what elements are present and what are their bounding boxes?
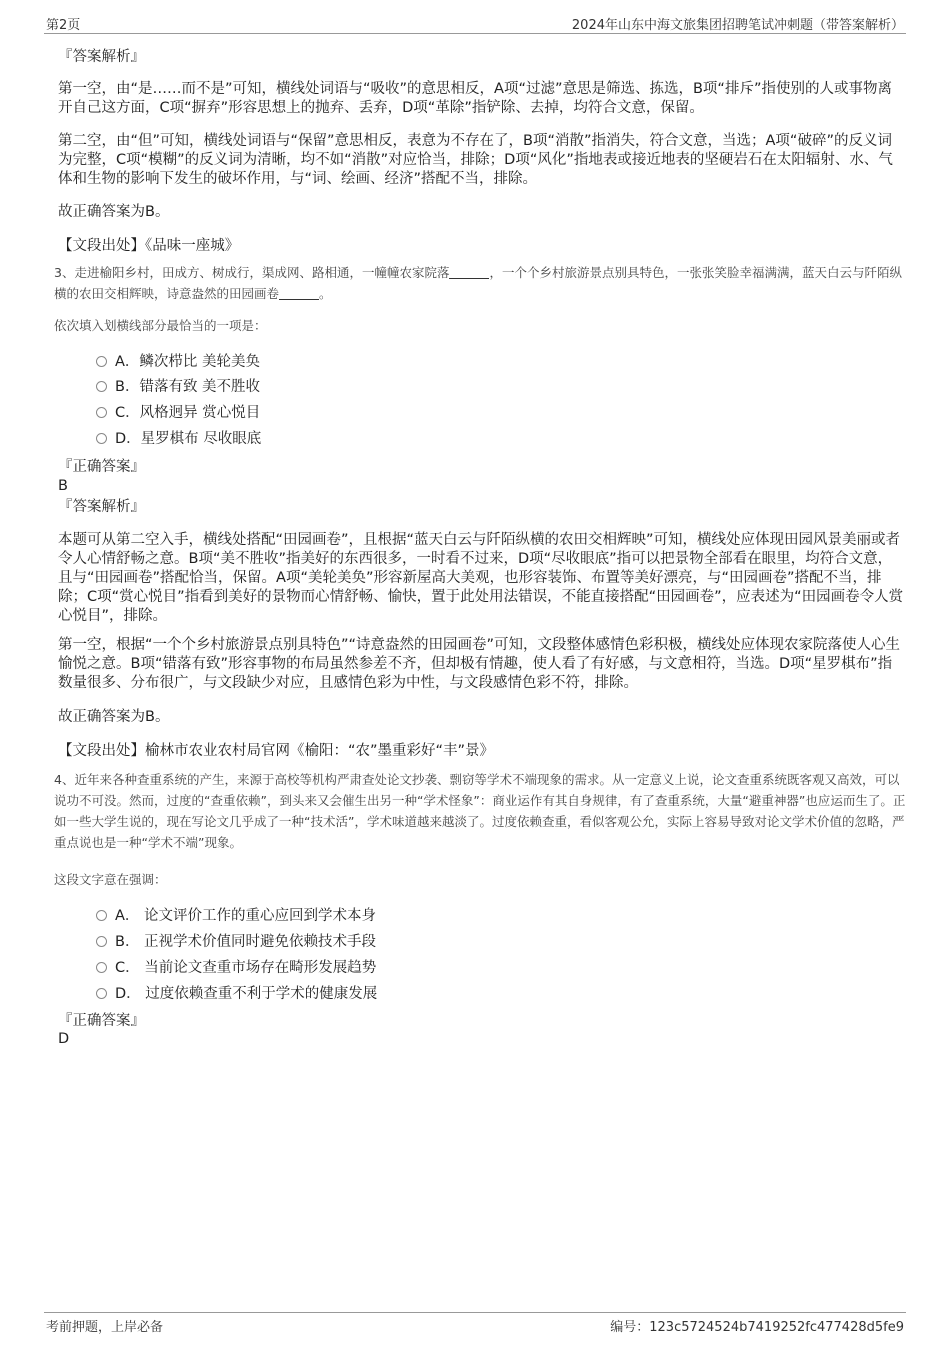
fill-blank-2	[279, 287, 319, 300]
radio-icon[interactable]	[96, 936, 107, 947]
radio-icon[interactable]	[96, 962, 107, 973]
q3-option-b[interactable]: B．错落有致 美不胜收	[96, 377, 260, 397]
q3-option-d[interactable]: D．星罗棋布 尽收眼底	[96, 429, 261, 449]
page-header	[44, 14, 906, 34]
q4-prompt: 这段文字意在强调：	[54, 872, 167, 887]
q3-stem: 3、走进榆阳乡村，田成方、树成行，渠成网、路相通，一幢幢农家院落 ，一个个乡村旅游景点别具特色，一张张笑脸幸福满满，蓝天白云与阡陌纵横的农田交相辉映，诗意盎然的田园画卷 。	[54, 265, 902, 301]
radio-icon[interactable]	[96, 407, 107, 418]
q2-analysis-label: 『答案解析』	[58, 49, 145, 65]
footer-slogan: 考前押题，上岸必备	[46, 1320, 164, 1335]
q2-source: 【文段出处】《品味一座城》	[58, 238, 240, 254]
q3-conclusion: 故正确答案为B。	[58, 709, 170, 725]
radio-icon[interactable]	[96, 433, 107, 444]
q3-analysis-label: 『答案解析』	[58, 499, 145, 515]
q4-stem: 4、近年来各种查重系统的产生，来源于高校等机构严肃查处论文抄袭、剽窃等学术不端现象的需求。从一定意义上说，论文查重系统既客观又高效，可以说功不可没。然而，过度的“查重依赖”，到头来又会催生出另一种“学术怪象”：商业运作有其自身规律，有了查重系统，大量“避重神器”也应运而生了。正如一些大学生说的，现在写论文几乎成了一种“技术活”，学术味道越来越淡了。过度依赖查重，看似客观公允，实际上容易导致对论文学术价值的忽略，严重点说也是一种“学术不端”现象。	[54, 772, 906, 850]
q3-source: 【文段出处】榆林市农业农村局官网《榆阳：“农”墨重彩好“丰”景》	[58, 743, 495, 759]
q4-option-c[interactable]: C． 当前论文查重市场存在畸形发展趋势	[96, 958, 376, 978]
radio-icon[interactable]	[96, 988, 107, 999]
q4-option-b[interactable]: B． 正视学术价值同时避免依赖技术手段	[96, 932, 376, 952]
q3-analysis-para2: 第一空，根据“一个个乡村旅游景点别具特色”“诗意盎然的田园画卷”可知，文段整体感情色彩积极，横线处应体现农家院落使人心生愉悦之意。B项“错落有致”形容事物的布局虽然参差不齐，但却极有情趣，使人看了有好感，与文意相符，当选。D项“星罗棋布”指数量很多、分布很广，与文段缺少对应，且感情色彩为中性，与文段感情色彩不符，排除。	[58, 637, 901, 691]
q3-analysis-para1: 本题可从第二空入手，横线处搭配“田园画卷”，且根据“蓝天白云与阡陌纵横的农田交相辉映”可知，横线处应体现田园风景美丽或者令人心情舒畅之意。B项“美不胜收”指美好的东西很多，一时看不过来，D项“尽收眼底”指可以把景物全部看在眼里，均符合文意，且与“田园画卷”搭配恰当，保留。A项“美轮美奂”形容新屋高大美观，也形容装饰、布置等美好漂亮，与“田园画卷”搭配不当，排除；C项“赏心悦目”指看到美好的景物而心情舒畅、愉快，置于此处用法错误，不能直接搭配“田园画卷”，应表述为“田园画卷令人赏心悦目”，排除。	[58, 532, 904, 624]
q4-answer-label: 『正确答案』	[58, 1013, 145, 1029]
q4-option-d[interactable]: D． 过度依赖查重不利于学术的健康发展	[96, 984, 377, 1004]
q3-answer: B	[58, 478, 68, 494]
q4-answer: D	[58, 1031, 70, 1047]
q4-option-a[interactable]: A． 论文评价工作的重心应回到学术本身	[96, 906, 376, 926]
q2-conclusion: 故正确答案为B。	[58, 204, 170, 220]
page-number: 第2页	[46, 18, 81, 33]
document-serial: 编号：123c5724524b7419252fc477428d5fe9	[610, 1320, 904, 1335]
radio-icon[interactable]	[96, 381, 107, 392]
q2-analysis-para1: 第一空，由“是……而不是”可知，横线处词语与“吸收”的意思相反，A项“过滤”意思是筛选、拣选，B项“排斥”指使别的人或事物离开自己这方面，C项“摒弃”形容思想上的抛弃、丢弃，D项“革除”指铲除、去掉，均符合文意，保留。	[58, 81, 892, 116]
q2-analysis-para2: 第二空，由“但”可知，横线处词语与“保留”意思相反，表意为不存在了，B项“消散”指消失，符合文意，当选；A项“破碎”的反义词为完整，C项“模糊”的反义词为清晰，均不如“消散”对应恰当，排除；D项“风化”指地表或接近地表的坚硬岩石在太阳辐射、水、气体和生物的影响下发生的破坏作用，与“词、绘画、经济”搭配不当，排除。	[58, 133, 893, 187]
q3-answer-label: 『正确答案』	[58, 459, 145, 475]
q3-prompt: 依次填入划横线部分最恰当的一项是：	[54, 318, 267, 333]
radio-icon[interactable]	[96, 910, 107, 921]
q3-option-c[interactable]: C．风格迥异 赏心悦目	[96, 403, 260, 423]
page-footer	[44, 1312, 906, 1334]
q3-option-a[interactable]: A．鳞次栉比 美轮美奂	[96, 352, 260, 372]
radio-icon[interactable]	[96, 356, 107, 367]
fill-blank-1	[449, 266, 489, 279]
document-title: 2024年山东中海文旅集团招聘笔试冲刺题（带答案解析）	[571, 18, 904, 33]
